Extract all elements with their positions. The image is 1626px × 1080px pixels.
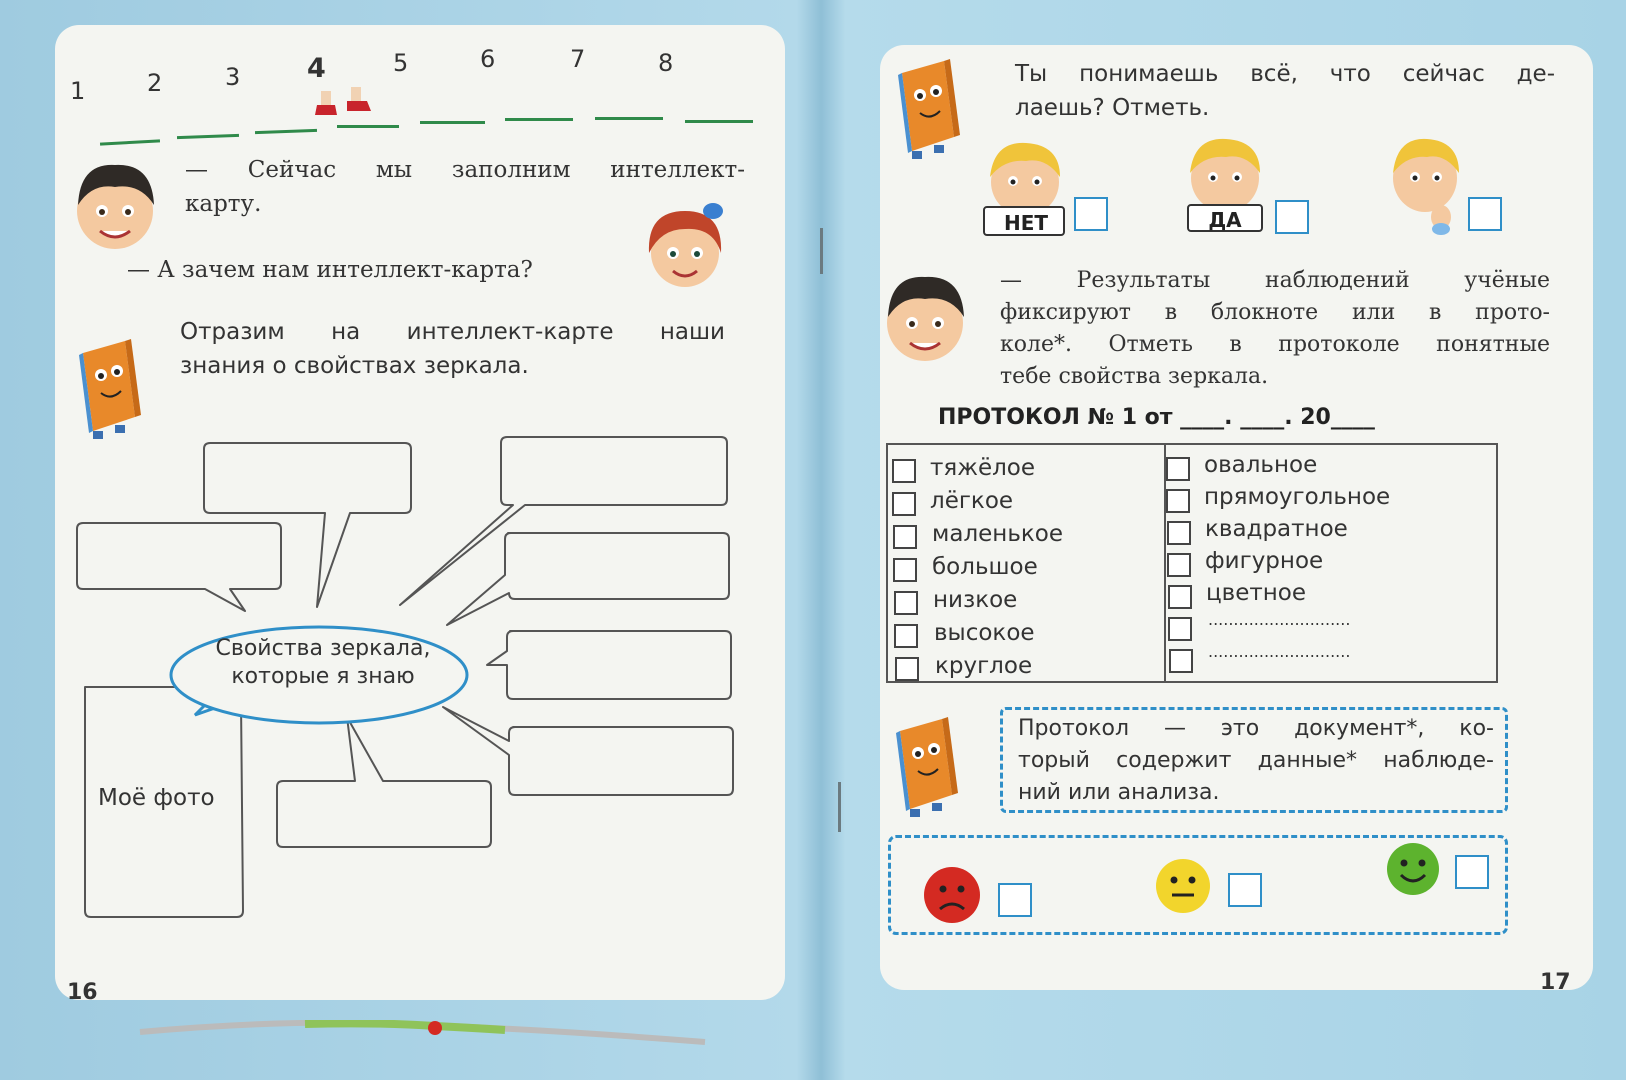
property-label: квадратное — [1205, 516, 1348, 542]
map-bubble[interactable] — [277, 717, 491, 847]
step-dash — [337, 125, 399, 128]
property-label: цветное — [1206, 580, 1307, 606]
book-character-icon — [892, 55, 972, 165]
definition-line: торый содержит данные* наблюде- — [1018, 748, 1494, 773]
checkbox-neutral[interactable] — [1228, 873, 1262, 907]
property-label: овальное — [1204, 452, 1318, 478]
step-dash — [505, 118, 573, 121]
boy-face-icon — [70, 153, 160, 253]
boy-text-line: тебе свойства зеркала. — [1000, 364, 1269, 389]
checkbox[interactable] — [894, 624, 918, 648]
question-line: Ты понимаешь всё, что сейчас де- — [1015, 61, 1555, 87]
dialog-line: карту. — [185, 191, 262, 217]
mind-map-center-label — [173, 635, 473, 691]
map-bubble[interactable] — [77, 523, 281, 611]
property-label: фигурное — [1205, 548, 1324, 574]
dialog-line: — Сейчас мы заполним интеллект- — [185, 157, 745, 183]
boy-text — [1000, 265, 1550, 393]
property-label: большое — [932, 554, 1038, 580]
happy-face-icon — [1385, 841, 1441, 897]
step-number: 6 — [480, 45, 496, 73]
dialog-text-2: — А зачем нам интеллект-карта? — [127, 257, 533, 283]
checkbox[interactable] — [1167, 553, 1191, 577]
checkbox[interactable] — [895, 657, 919, 681]
book-text — [180, 315, 725, 383]
step-number: 8 — [658, 49, 674, 77]
sign-no: НЕТ — [1003, 211, 1049, 235]
book-text-line: знания о свойствах зеркала. — [180, 353, 529, 379]
checkbox[interactable] — [1166, 457, 1190, 481]
definition-line: Протокол — это документ*, ко- — [1018, 716, 1494, 741]
property-label: лёгкое — [930, 488, 1014, 514]
step-number: 7 — [570, 45, 586, 73]
boy-text-line: — Результаты наблюдений учёные — [1000, 268, 1550, 293]
map-bubble[interactable] — [487, 631, 731, 699]
checkbox[interactable] — [893, 525, 917, 549]
checkbox[interactable] — [1168, 617, 1192, 641]
definition-text — [1018, 713, 1494, 809]
checkbox[interactable] — [892, 492, 916, 516]
boy-thinking-icon — [1385, 133, 1475, 243]
step-dash — [100, 139, 160, 145]
girl-face-icon — [643, 193, 733, 293]
center-label-line: Свойства зеркала, — [215, 636, 431, 661]
checkbox[interactable] — [1169, 649, 1193, 673]
book-text-line: Отразим на интеллект-карте наши — [180, 319, 725, 345]
photo-label: Моё фото — [98, 785, 215, 811]
step-number: 3 — [225, 63, 241, 91]
question-text — [1015, 57, 1555, 125]
checkbox-no[interactable] — [1074, 197, 1108, 231]
step-dash — [685, 120, 753, 123]
neutral-face-icon — [1154, 857, 1212, 915]
staple — [820, 228, 823, 274]
step-number-current: 4 — [307, 53, 326, 84]
step-number: 5 — [393, 49, 409, 77]
walking-feet-icon — [313, 85, 383, 125]
book-character-icon — [890, 713, 970, 823]
property-label: прямоугольное — [1204, 484, 1391, 510]
page-number-left: 16 — [67, 980, 98, 1005]
step-dash — [595, 117, 663, 120]
protocol-title: ПРОТОКОЛ № 1 от ____. ____. 20____ — [938, 405, 1375, 430]
sad-face-icon — [922, 865, 982, 925]
checkbox[interactable] — [892, 459, 916, 483]
step-number: 2 — [147, 69, 163, 97]
question-line: лаешь? Отметь. — [1015, 95, 1210, 121]
map-bubble[interactable] — [447, 533, 729, 625]
checkbox[interactable] — [1166, 489, 1190, 513]
checkbox[interactable] — [894, 591, 918, 615]
boy-text-line: фиксируют в блокноте или в прото- — [1000, 300, 1550, 325]
property-label: круглое — [935, 653, 1033, 679]
progress-track — [135, 1020, 715, 1060]
checkbox-happy[interactable] — [1455, 855, 1489, 889]
boy-face-icon — [880, 265, 970, 365]
checkbox[interactable] — [893, 558, 917, 582]
progress-fill — [305, 1023, 505, 1030]
checkbox-yes[interactable] — [1275, 200, 1309, 234]
progress-marker — [428, 1021, 442, 1035]
property-label: высокое — [934, 620, 1035, 646]
right-page — [880, 45, 1593, 995]
checkbox-sad[interactable] — [998, 883, 1032, 917]
checkbox[interactable] — [1168, 585, 1192, 609]
property-label: низкое — [933, 587, 1018, 613]
blank-line[interactable]: ............................ — [1208, 610, 1351, 629]
definition-line: ний или анализа. — [1018, 780, 1220, 805]
step-dash — [420, 121, 485, 124]
blank-line[interactable]: ............................ — [1208, 642, 1351, 661]
property-label: тяжёлое — [930, 455, 1036, 481]
step-dash — [255, 129, 317, 134]
checkbox-unsure[interactable] — [1468, 197, 1502, 231]
boy-text-line: коле*. Отметь в протоколе понятные — [1000, 332, 1550, 357]
step-number: 1 — [70, 77, 86, 105]
staple — [838, 782, 841, 832]
center-label-line: которые я знаю — [231, 664, 415, 689]
sign-yes: ДА — [1208, 208, 1242, 232]
page-number-right: 17 — [1540, 970, 1571, 995]
step-dash — [177, 134, 239, 139]
checkbox[interactable] — [1167, 521, 1191, 545]
left-page — [55, 25, 785, 1005]
property-label: маленькое — [932, 521, 1064, 547]
